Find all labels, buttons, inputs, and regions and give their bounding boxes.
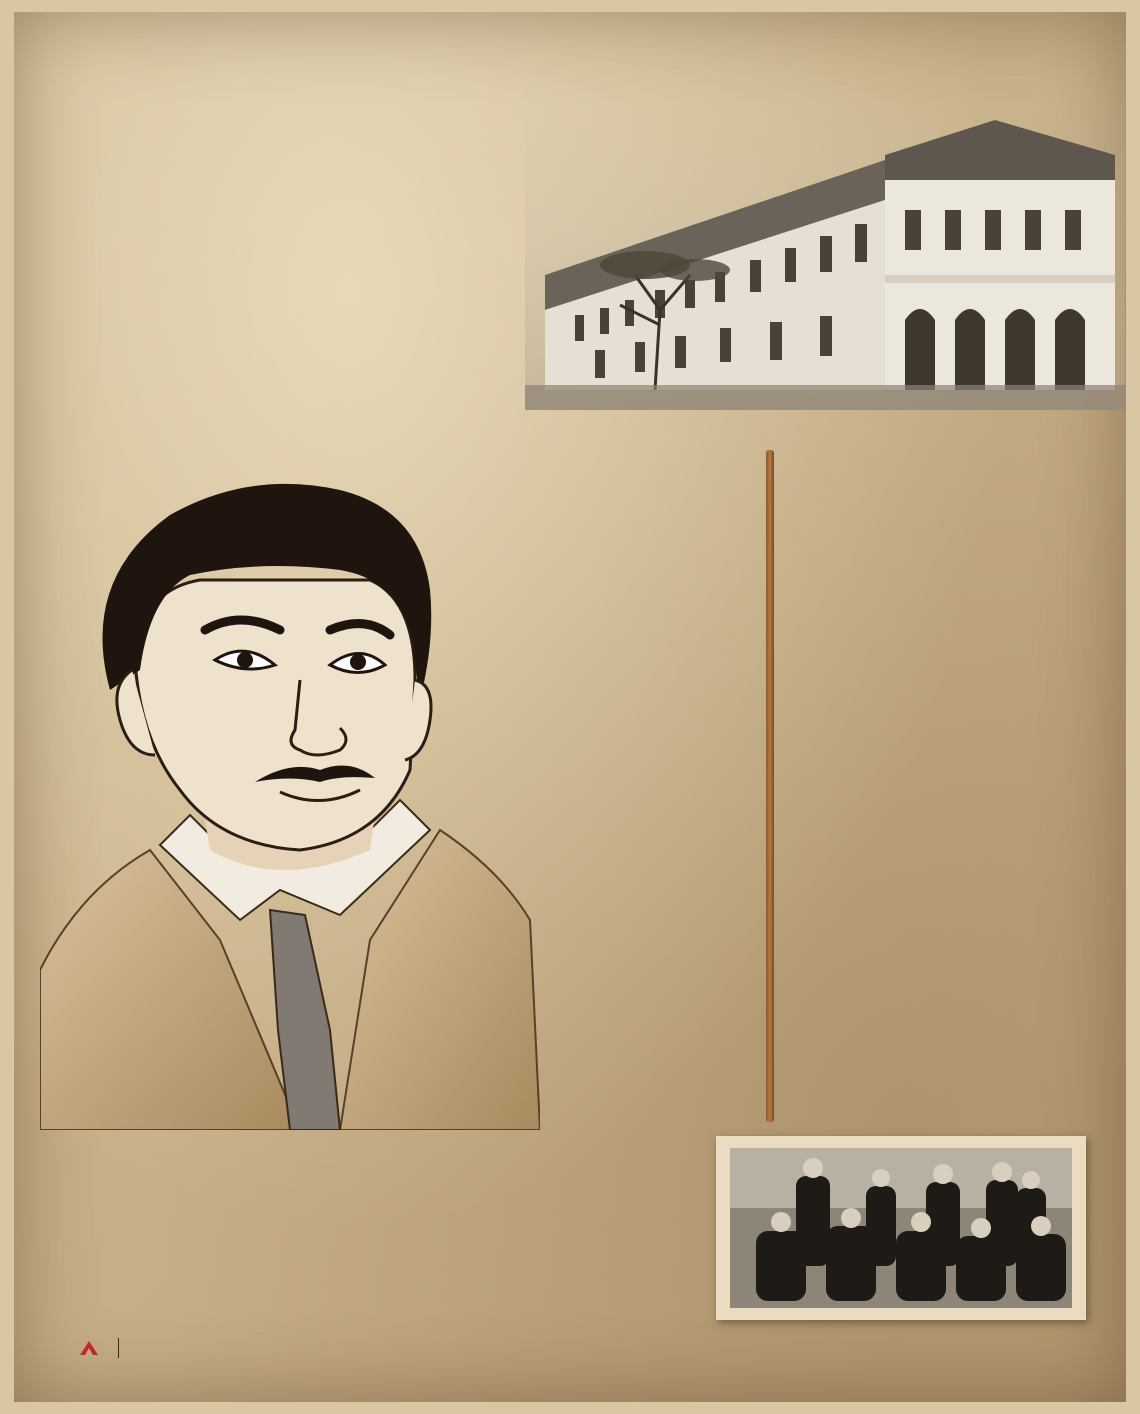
credit-grafis: [167, 1341, 170, 1356]
credit-data: [133, 1341, 136, 1356]
footer-divider: [118, 1338, 119, 1358]
credit-riset: [150, 1341, 153, 1356]
soetomo-portrait: [40, 470, 540, 1130]
antara-logo-icon: [78, 1339, 100, 1357]
credit-editor: [184, 1341, 187, 1356]
stovia-building-photo: [525, 60, 1125, 410]
footer-credits: [78, 1336, 201, 1360]
timeline-bar: [766, 450, 774, 1122]
stovia-students-photo: [716, 1136, 1086, 1320]
group-photo-image: [716, 1136, 1086, 1320]
